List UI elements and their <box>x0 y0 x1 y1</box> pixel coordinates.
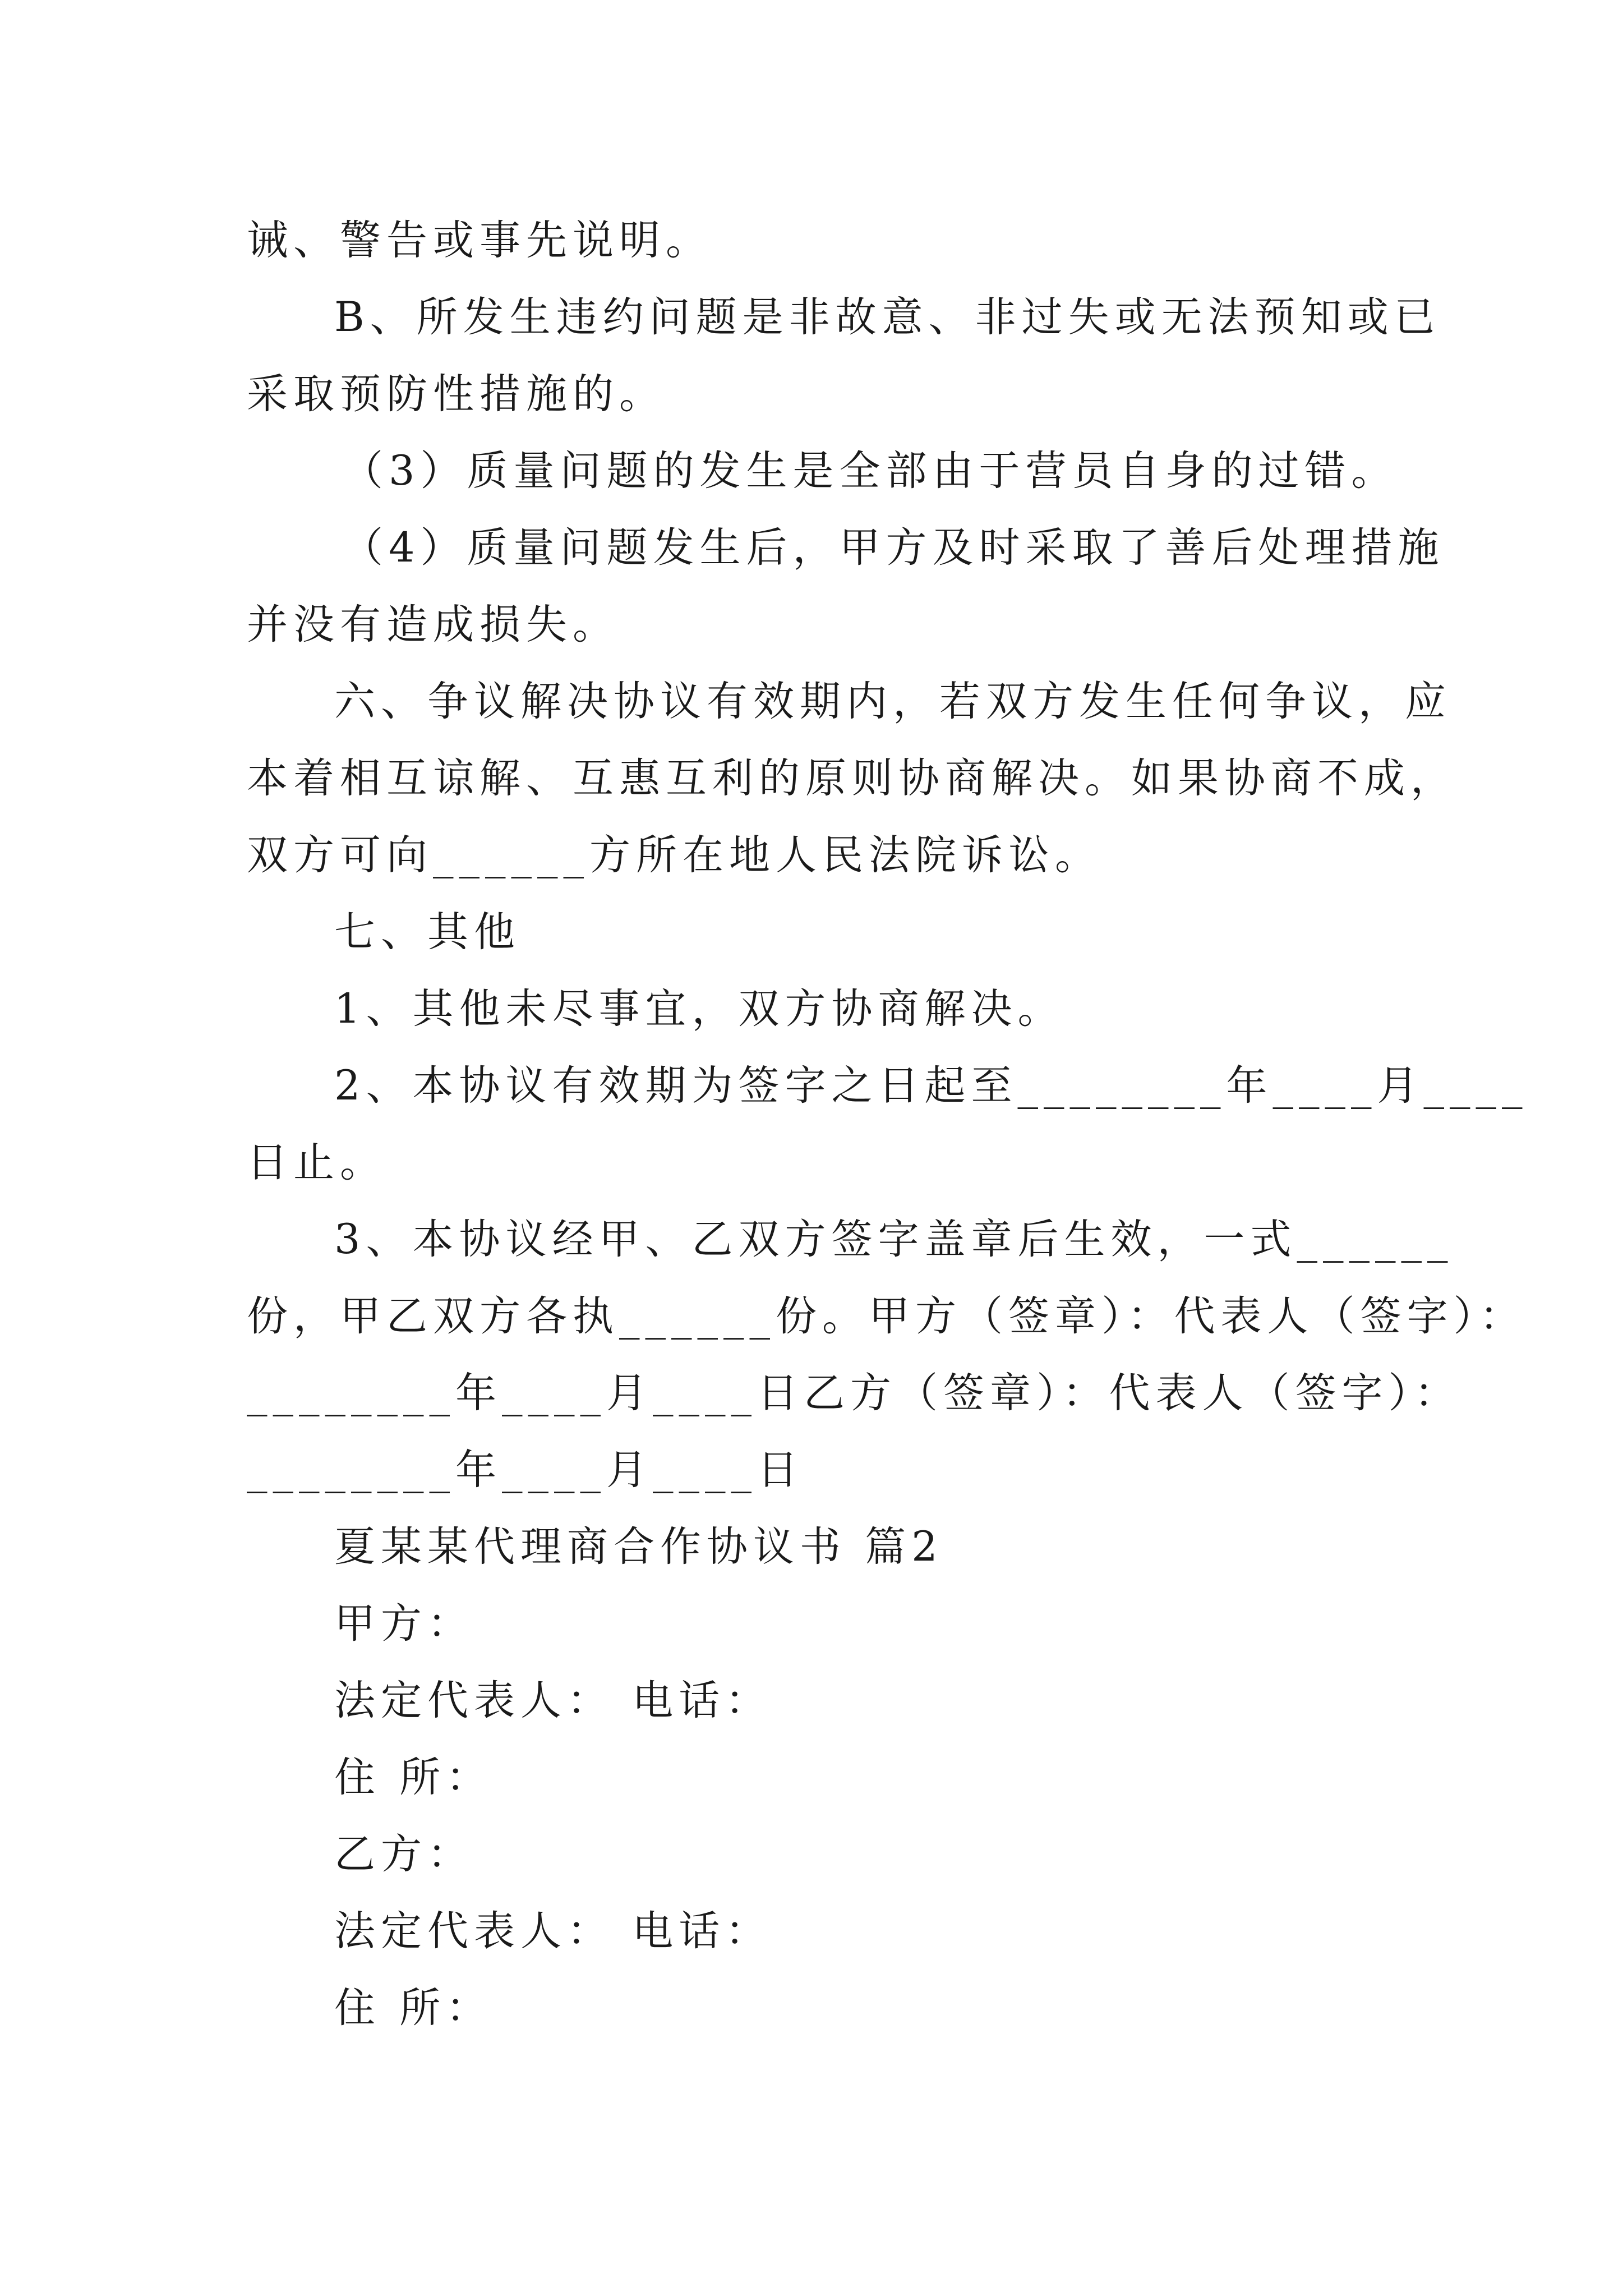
text-line: （3）质量问题的发生是全部由于营员自身的过错。 <box>342 447 1398 495</box>
text-line: 诫、警告或事先说明。 <box>247 217 712 264</box>
text-line: 法定代表人： 电话： <box>334 1677 772 1724</box>
text-line: 双方可向______方所在地人民法院诉讼。 <box>247 831 1101 879</box>
text-line: 本着相互谅解、互惠互利的原则协商解决。如果协商不成， <box>247 754 1457 802</box>
text-line: 住 所： <box>334 1754 493 1801</box>
text-line: 1、其他未尽事宜，双方协商解决。 <box>334 985 1064 1033</box>
text-line: 采取预防性措施的。 <box>247 370 666 418</box>
text-line: B、所发生违约问题是非故意、非过失或无法预知或已 <box>334 293 1441 341</box>
text-line: ________年____月____日 <box>247 1446 804 1494</box>
text-line: 六、争议解决协议有效期内，若双方发生任何争议，应 <box>334 678 1451 725</box>
text-line: 七、其他 <box>334 908 520 956</box>
text-line: （4）质量问题发生后，甲方及时采取了善后处理措施 <box>342 524 1445 572</box>
text-line: 3、本协议经甲、乙双方签字盖章后生效，一式______ <box>334 1216 1454 1263</box>
text-line: 住 所： <box>334 1984 493 2032</box>
document-body <box>247 202 1528 2046</box>
text-line: 法定代表人： 电话： <box>334 1907 772 1955</box>
text-line: 甲方： <box>334 1600 474 1648</box>
text-line: ________年____月____日乙方（签章）：代表人（签字）： <box>247 1369 1461 1417</box>
section-heading: 夏某某代理商合作协议书 篇2 <box>334 1523 943 1571</box>
text-line: 乙方： <box>334 1830 474 1878</box>
text-line: 份，甲乙双方各执______份。甲方（签章）：代表人（签字）： <box>247 1292 1526 1340</box>
text-line: 2、本协议有效期为签字之日起至________年____月____ <box>334 1062 1528 1110</box>
text-line: 并没有造成损失。 <box>247 601 619 648</box>
text-line: 日止。 <box>247 1139 386 1186</box>
